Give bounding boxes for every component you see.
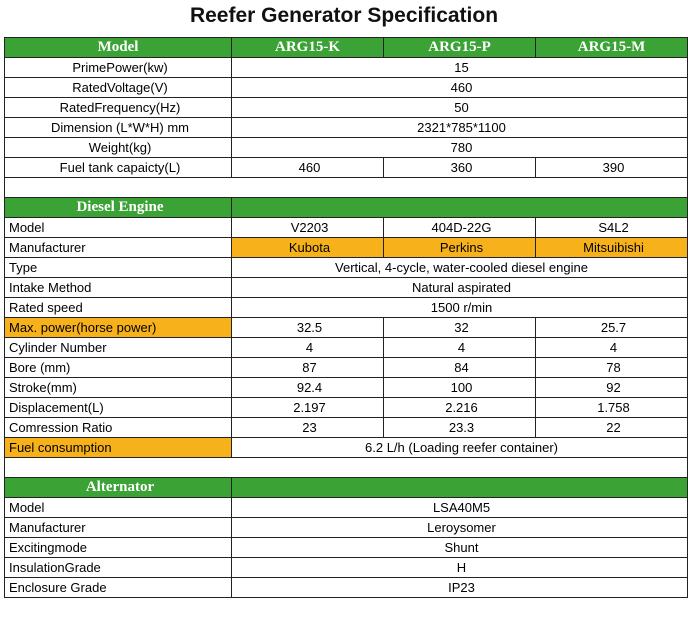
table-row xyxy=(5,578,688,598)
header-arg15-p: ARG15-P xyxy=(384,38,536,58)
cell-value: 92.4 xyxy=(232,378,384,398)
row-label: Bore (mm) xyxy=(5,358,232,378)
row-value: 2321*785*1100 xyxy=(232,118,688,138)
table-row xyxy=(5,538,688,558)
table-row xyxy=(5,358,688,378)
section-row-engine xyxy=(5,198,688,218)
table-row xyxy=(5,558,688,578)
row-value: Vertical, 4-cycle, water-cooled diesel engine xyxy=(232,258,688,278)
table-row xyxy=(5,158,688,178)
cell-value: 2.197 xyxy=(232,398,384,418)
table-row xyxy=(5,498,688,518)
table-row xyxy=(5,78,688,98)
row-label: Model xyxy=(5,218,232,238)
row-label-highlight: Max. power(horse power) xyxy=(5,318,232,338)
row-value: 780 xyxy=(232,138,688,158)
cell-value: 4 xyxy=(384,338,536,358)
table-row xyxy=(5,218,688,238)
page-title: Reefer Generator Specification xyxy=(189,4,499,27)
table-row xyxy=(5,338,688,358)
cell-value: 100 xyxy=(384,378,536,398)
header-arg15-m: ARG15-M xyxy=(536,38,688,58)
row-label: InsulationGrade xyxy=(5,558,232,578)
row-value: 6.2 L/h (Loading reefer container) xyxy=(232,438,688,458)
row-label: Stroke(mm) xyxy=(5,378,232,398)
row-label: RatedFrequency(Hz) xyxy=(5,98,232,118)
table-row xyxy=(5,298,688,318)
table-row xyxy=(5,518,688,538)
row-value: Shunt xyxy=(232,538,688,558)
cell-value: S4L2 xyxy=(536,218,688,238)
cell-value: 460 xyxy=(232,158,384,178)
cell-value: 4 xyxy=(232,338,384,358)
row-value: Leroysomer xyxy=(232,518,688,538)
cell-value: 32.5 xyxy=(232,318,384,338)
row-value: H xyxy=(232,558,688,578)
cell-value-highlight: Kubota xyxy=(232,238,384,258)
cell-value: 22 xyxy=(536,418,688,438)
row-label: Comression Ratio xyxy=(5,418,232,438)
row-label: Enclosure Grade xyxy=(5,578,232,598)
table-row xyxy=(5,118,688,138)
cell-value: 4 xyxy=(536,338,688,358)
table-row xyxy=(5,278,688,298)
cell-value-highlight: Perkins xyxy=(384,238,536,258)
table-row xyxy=(5,378,688,398)
cell-value: 360 xyxy=(384,158,536,178)
header-model: Model xyxy=(5,38,232,58)
spacer-row xyxy=(5,458,688,478)
section-alternator: Alternator xyxy=(5,478,232,498)
cell-value: 390 xyxy=(536,158,688,178)
table-row xyxy=(5,418,688,438)
cell-value: 23.3 xyxy=(384,418,536,438)
spacer-cell xyxy=(5,178,688,198)
section-row-alternator xyxy=(5,478,688,498)
row-label: RatedVoltage(V) xyxy=(5,78,232,98)
row-label: Type xyxy=(5,258,232,278)
table-row xyxy=(5,438,688,458)
spacer-cell xyxy=(5,458,688,478)
table-row xyxy=(5,318,688,338)
spec-table xyxy=(4,37,688,598)
row-label: Fuel tank capaicty(L) xyxy=(5,158,232,178)
row-label: Model xyxy=(5,498,232,518)
section-fill xyxy=(232,198,688,218)
header-arg15-k: ARG15-K xyxy=(232,38,384,58)
table-row xyxy=(5,58,688,78)
row-label: PrimePower(kw) xyxy=(5,58,232,78)
section-diesel-engine: Diesel Engine xyxy=(5,198,232,218)
row-value: LSA40M5 xyxy=(232,498,688,518)
table-row xyxy=(5,98,688,118)
spacer-row xyxy=(5,178,688,198)
cell-value: 32 xyxy=(384,318,536,338)
row-value: 15 xyxy=(232,58,688,78)
row-label: Manufacturer xyxy=(5,518,232,538)
cell-value: 84 xyxy=(384,358,536,378)
cell-value: 23 xyxy=(232,418,384,438)
cell-value: 2.216 xyxy=(384,398,536,418)
row-label: Rated speed xyxy=(5,298,232,318)
cell-value-highlight: Mitsuibishi xyxy=(536,238,688,258)
row-label: Cylinder Number xyxy=(5,338,232,358)
header-row xyxy=(5,38,688,58)
section-fill xyxy=(232,478,688,498)
row-value: Natural aspirated xyxy=(232,278,688,298)
cell-value: 87 xyxy=(232,358,384,378)
cell-value: 78 xyxy=(536,358,688,378)
row-value: IP23 xyxy=(232,578,688,598)
table-row xyxy=(5,238,688,258)
table-row xyxy=(5,138,688,158)
row-label: Manufacturer xyxy=(5,238,232,258)
table-row xyxy=(5,258,688,278)
row-label: Excitingmode xyxy=(5,538,232,558)
table-row xyxy=(5,398,688,418)
row-label-highlight: Fuel consumption xyxy=(5,438,232,458)
cell-value: 404D-22G xyxy=(384,218,536,238)
row-label: Weight(kg) xyxy=(5,138,232,158)
cell-value: V2203 xyxy=(232,218,384,238)
cell-value: 1.758 xyxy=(536,398,688,418)
cell-value: 25.7 xyxy=(536,318,688,338)
row-label: Dimension (L*W*H) mm xyxy=(5,118,232,138)
row-label: Displacement(L) xyxy=(5,398,232,418)
row-label: Intake Method xyxy=(5,278,232,298)
row-value: 50 xyxy=(232,98,688,118)
row-value: 460 xyxy=(232,78,688,98)
cell-value: 92 xyxy=(536,378,688,398)
row-value: 1500 r/min xyxy=(232,298,688,318)
